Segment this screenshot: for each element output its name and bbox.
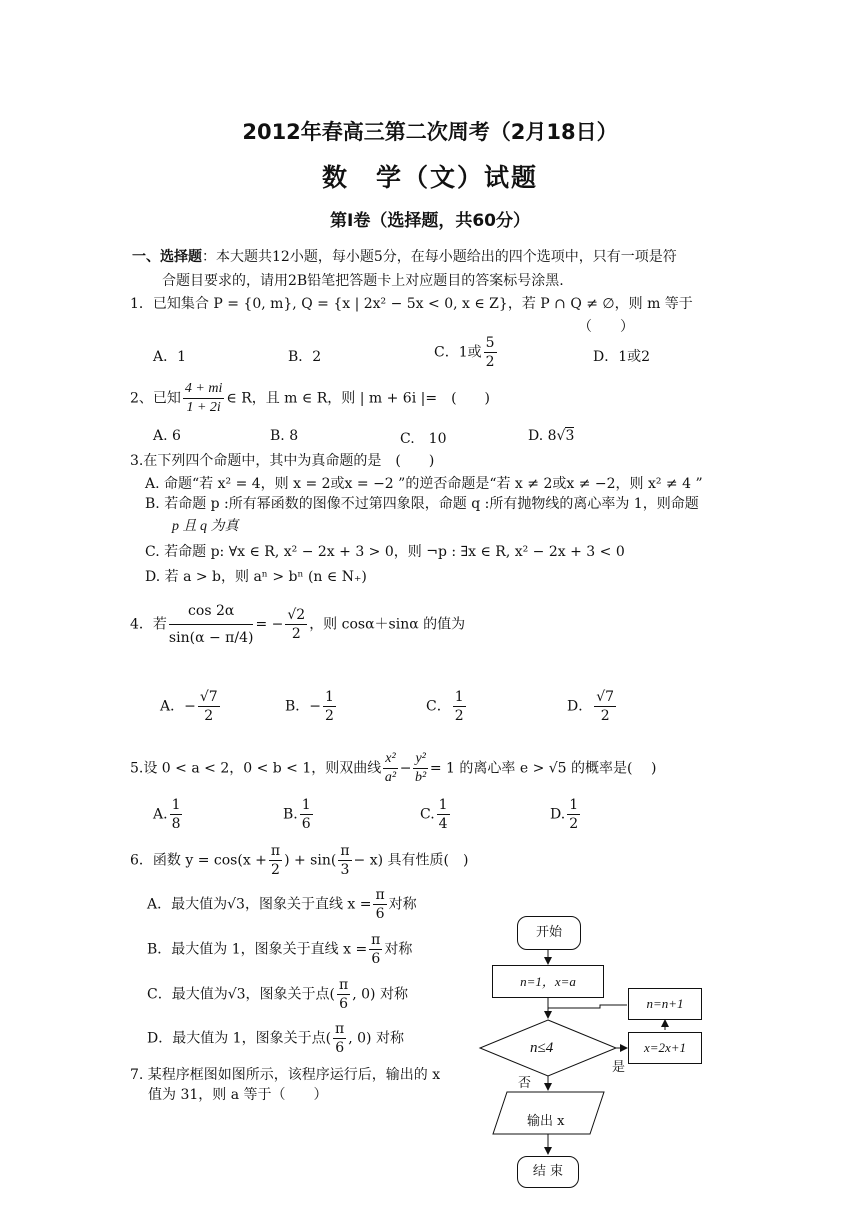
q7-line1: 7. 某程序框图如图所示，该程序运行后，输出的 x <box>130 1067 441 1083</box>
q6-option-b: B．最大值为 1，图象关于直线 x = $\frac{\pi}{6}$ 对称 <box>147 932 413 967</box>
q5-stem: 5.设 0 < a < 2，0 < b < 1，则双曲线 $\frac{\text{x²}}{\text{a²}}$ − $\frac{\text{y²}}{\text{b²}}$ = 1 的离心率 e > √5 的概率是( ) <box>130 751 657 785</box>
instructions-line2: 合题目要求的，请用2B铅笔把答题卡上对应题目的答案标号涂黑. <box>162 273 564 289</box>
q6-stem: 6．函数 y = cos(x + $\frac{\pi}{2}$ ) + sin( $\frac{\pi}{3}$ − x) 具有性质( ) <box>130 843 469 878</box>
flowchart-update-x: x=2x+1 <box>628 1032 702 1064</box>
q3-option-b-line1: B. 若命题 p :所有幂函数的图像不过第四象限，命题 q :所有抛物线的离心率为 1，则命题 <box>145 496 699 512</box>
q4-option-a: A．− $\frac{√7}{2}$ <box>160 689 218 724</box>
q4-option-b: B．− $\frac{1}{2}$ <box>285 689 334 724</box>
flowchart-no-label: 否 <box>518 1076 532 1091</box>
q5-option-c: C. $\frac{1}{4}$ <box>420 797 448 832</box>
q2-option-b: B. 8 <box>270 428 299 444</box>
q7-line2: 值为 31，则 a 等于（ ） <box>148 1087 328 1103</box>
section-title: 第Ⅰ卷（选择题，共60分） <box>330 211 530 231</box>
q2-option-a: A. 6 <box>153 428 181 444</box>
flowchart-yes-label: 是 <box>612 1060 626 1075</box>
q1-option-d: D．1或2 <box>593 349 651 365</box>
q4-option-c: C． $\frac{1}{2}$ <box>426 689 464 724</box>
q5-option-a: A. $\frac{1}{8}$ <box>153 797 181 832</box>
q1-option-a: A．1 <box>153 349 187 365</box>
instructions-line1: 一、选择题：本大题共12小题，每小题5分，在每小题给出的四个选项中，只有一项是符 <box>132 249 677 265</box>
flowchart-init: n=1，x=a <box>492 965 604 998</box>
flowchart-update-n: n=n+1 <box>628 988 702 1020</box>
q4-stem: 4．若 $\frac{\cos 2\alpha}{\sin(\alpha - \pi/4)}$ = − $\frac{√2}{2}$ ，则 cosα＋sinα 的值为 <box>130 598 465 651</box>
q2-option-c: C. 10 <box>400 431 447 447</box>
flowchart-start: 开始 <box>517 916 581 950</box>
q4-option-d: D． $\frac{√7}{2}$ <box>567 689 615 724</box>
q1-option-b: B．2 <box>288 349 322 365</box>
flowchart-output-label: 输出 x <box>527 1114 565 1129</box>
flowchart-condition-label: n≤4 <box>530 1040 554 1056</box>
flowchart-end: 结 束 <box>517 1156 579 1188</box>
q5-option-b: B. $\frac{1}{6}$ <box>283 797 311 832</box>
q5-option-d: D. $\frac{1}{2}$ <box>550 797 579 832</box>
instructions-label: 一、选择题 <box>132 249 202 265</box>
exam-title: 2012年春高三第二次周考（2月18日） <box>242 120 618 144</box>
subject-title: 数 学（文）试题 <box>321 163 538 192</box>
q1-option-c: C．1或 $\frac{5}{2}$ <box>434 335 495 370</box>
q6-option-c: C．最大值为√3，图象关于点( $\frac{\pi}{6}$ , 0) 对称 <box>147 977 408 1012</box>
q6-option-d: D．最大值为 1，图象关于点( $\frac{\pi}{6}$ , 0) 对称 <box>147 1021 404 1056</box>
q3-option-d: D. 若 a > b，则 aⁿ > bⁿ (n ∈ N₊) <box>145 569 367 585</box>
q3-option-b-line2: p 且 q 为真 <box>172 519 239 534</box>
q3-option-a: A. 命题“若 x² = 4，则 x = 2或x = −2 ”的逆否命题是“若 x ≠ 2或x ≠ −2，则 x² ≠ 4 ” <box>145 476 703 492</box>
q3-option-c: C. 若命题 p: ∀x ∈ R, x² − 2x + 3 > 0，则 ¬p : ∃x ∈ R, x² − 2x + 3 < 0 <box>145 544 625 560</box>
q1-answer-paren: （ ） <box>578 319 634 335</box>
q2-stem: 2、已知 $\frac{4 + mi}{1 + 2i}$ ∈ R，且 m ∈ R，则 | m + 6i |= ( ) <box>130 381 490 415</box>
q1-stem: 1．已知集合 P = {0, m}, Q = {x | 2x² − 5x < 0, x ∈ Z}，若 P ∩ Q ≠ ∅，则 m 等于 <box>130 296 693 312</box>
q3-stem: 3.在下列四个命题中，其中为真命题的是 ( ) <box>130 453 435 469</box>
q2-option-d: D. 8√3 <box>528 428 575 444</box>
q6-option-a: A．最大值为√3，图象关于直线 x = $\frac{\pi}{6}$ 对称 <box>147 887 417 922</box>
